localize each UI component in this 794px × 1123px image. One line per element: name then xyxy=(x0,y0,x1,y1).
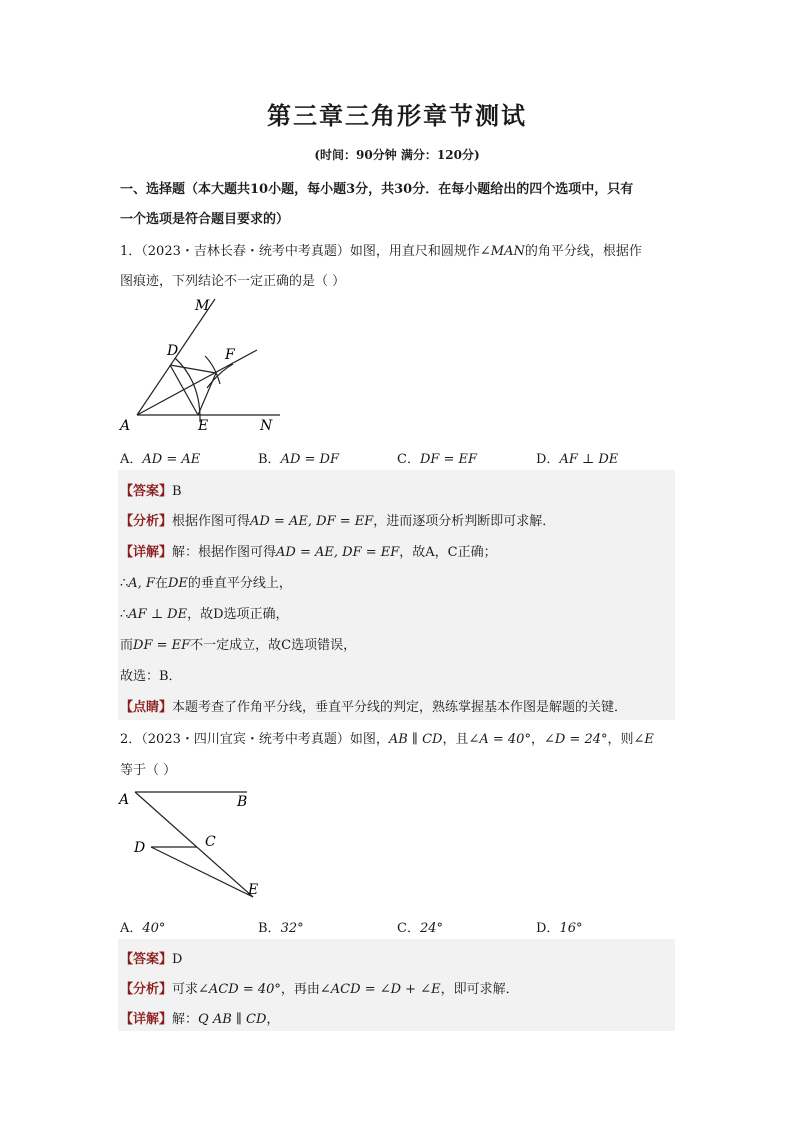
q2-option-b-math: 32° xyxy=(280,921,304,936)
q2-option-b-letter: B． xyxy=(258,921,281,936)
q2-option-a xyxy=(120,917,165,936)
q1-detail4-math: DF = EF xyxy=(133,638,191,653)
q1-analysis-tag: 【分析】 xyxy=(120,514,173,529)
q1-segment-de xyxy=(170,365,198,415)
q2-detail1-a: 解： xyxy=(172,1012,199,1027)
q1-label-m: M xyxy=(195,298,210,314)
q1-analysis xyxy=(120,510,555,529)
q2-option-c-letter: C． xyxy=(397,921,420,936)
q2-figure xyxy=(115,784,275,904)
section-heading-line1: 一、选择题（本大题共10小题，每小题3分，共30分．在每小题给出的四个选项中，只有 xyxy=(120,182,634,197)
q1-detail1-math: AD = AE, DF = EF xyxy=(276,545,400,560)
q1-detail-5: 故选：B． xyxy=(120,669,182,684)
q1-detail2-b: 在 xyxy=(154,576,168,591)
q2-option-d xyxy=(536,917,582,936)
q1-option-a-letter: A． xyxy=(120,452,143,467)
q2-option-b xyxy=(258,917,304,936)
q1-option-c-math: DF = EF xyxy=(419,452,478,467)
q1-answer xyxy=(120,480,182,499)
q2-analysis-tag: 【分析】 xyxy=(120,982,173,997)
q1-option-a xyxy=(120,448,200,467)
q2-stem-math4: ∠E xyxy=(633,732,654,747)
q1-stem-math: ∠MAN xyxy=(479,244,525,259)
q1-option-b-letter: B． xyxy=(258,452,281,467)
q2-stem-mid3: ，则 xyxy=(607,732,634,747)
q2-option-d-math: 16° xyxy=(559,921,583,936)
q1-label-d: D xyxy=(167,343,179,359)
q1-comment-text: 本题考查了作角平分线，垂直平分线的判定，熟练掌握基本作图是解题的关键． xyxy=(172,700,628,715)
q1-label-e: E xyxy=(198,418,209,434)
q2-option-d-letter: D． xyxy=(536,921,560,936)
q2-label-d: D xyxy=(134,840,146,856)
q2-analysis-c: ，即可求解． xyxy=(440,982,519,997)
q1-detail-1 xyxy=(120,541,497,560)
q1-analysis-math: AD = AE, DF = EF xyxy=(250,514,374,529)
q2-stem-mid2: ， xyxy=(530,732,544,747)
q1-label-f: F xyxy=(225,347,235,363)
q1-option-d xyxy=(536,448,618,467)
q2-stem-text-a: 2．（2023・四川宜宾・统考中考真题）如图， xyxy=(120,732,389,747)
q1-stem-line2: 图痕迹，下列结论不一定正确的是（ ） xyxy=(120,274,346,289)
q2-label-e: E xyxy=(248,882,259,898)
q2-stem-math3: ∠D = 24° xyxy=(543,732,608,747)
section-heading-line2: 一个选项是符合题目要求的） xyxy=(120,212,290,227)
q2-detail-1 xyxy=(120,1008,279,1027)
q2-answer xyxy=(120,948,182,967)
q2-detail1-b: ， xyxy=(266,1012,280,1027)
q1-label-n: N xyxy=(260,418,273,434)
q1-ray-af xyxy=(137,350,257,415)
q2-stem-math1: AB ∥ CD xyxy=(388,732,443,747)
q2-analysis-a: 可求 xyxy=(172,982,199,997)
q1-detail1-b: ，故A，C正确； xyxy=(399,545,497,560)
q1-detail2-a: ∴ xyxy=(120,576,129,591)
q2-stem-line1 xyxy=(120,728,654,747)
q1-detail3-b: ，故D选项正确， xyxy=(187,607,289,622)
q2-analysis-b: ，再由 xyxy=(280,982,320,997)
q1-option-b-math: AD = DF xyxy=(280,452,339,467)
q1-analysis-b: ，进而逐项分析判断即可求解． xyxy=(373,514,556,529)
q1-detail2-math1: A, F xyxy=(128,576,155,591)
q2-segment-ae xyxy=(135,792,253,897)
q2-stem-mid1: ，且 xyxy=(442,732,469,747)
q1-analysis-a: 根据作图可得 xyxy=(172,514,251,529)
q1-option-c-letter: C． xyxy=(397,452,420,467)
q2-label-b: B xyxy=(237,794,248,810)
q1-comment-tag: 【点睛】 xyxy=(120,700,173,715)
q2-analysis xyxy=(120,978,519,997)
q1-stem-line1 xyxy=(120,240,642,259)
q2-option-c xyxy=(397,917,443,936)
time-score-info: (时间：90分钟 满分：120分) xyxy=(314,148,480,162)
q1-stem-text-b: 的角平分线，根据作 xyxy=(524,244,642,259)
q2-detail-tag: 【详解】 xyxy=(120,1012,173,1027)
q1-detail3-a: ∴ xyxy=(120,607,129,622)
q2-option-a-letter: A． xyxy=(120,921,143,936)
q2-option-c-math: 24° xyxy=(419,921,443,936)
q1-detail4-b: 不一定成立，故C选项错误， xyxy=(190,638,357,653)
q1-detail2-math2: DE xyxy=(167,576,188,591)
q1-detail4-a: 而 xyxy=(120,638,134,653)
q2-label-c: C xyxy=(205,834,216,850)
q1-label-a: A xyxy=(120,418,131,434)
q1-figure xyxy=(115,292,295,437)
q1-detail-4 xyxy=(120,634,356,653)
q1-answer-tag: 【答案】 xyxy=(120,484,173,499)
q1-detail3-math: AF ⊥ DE xyxy=(128,607,188,622)
q2-stem-line2: 等于（ ） xyxy=(120,763,177,778)
q1-detail-tag: 【详解】 xyxy=(120,545,173,560)
q1-option-d-letter: D． xyxy=(536,452,560,467)
q2-analysis-math2: ∠ACD = ∠D + ∠E xyxy=(319,982,441,997)
q2-option-a-math: 40° xyxy=(142,921,166,936)
q1-segment-df xyxy=(170,365,216,373)
q2-label-a: A xyxy=(119,792,130,808)
q2-answer-tag: 【答案】 xyxy=(120,952,173,967)
q1-option-c xyxy=(397,448,477,467)
q1-detail1-a: 解：根据作图可得 xyxy=(172,545,277,560)
q1-option-b xyxy=(258,448,339,467)
q1-answer-box xyxy=(118,470,675,720)
q1-detail-2 xyxy=(120,572,292,591)
q1-detail2-c: 的垂直平分线上， xyxy=(187,576,292,591)
q2-stem-math2: ∠A = 40° xyxy=(468,732,531,747)
q2-detail1-math: Q AB ∥ CD xyxy=(198,1012,267,1027)
q1-detail-3 xyxy=(120,603,289,622)
q1-answer-value: B xyxy=(172,484,182,499)
q1-stem-text-a: 1．（2023・吉林长春・统考中考真题）如图，用直尺和圆规作 xyxy=(120,244,480,259)
q2-answer-value: D xyxy=(172,952,183,967)
q1-segment-ef xyxy=(198,373,216,415)
page-title: 第三章三角形章节测试 xyxy=(267,101,527,130)
q1-option-d-math: AF ⊥ DE xyxy=(559,452,619,467)
q1-comment xyxy=(120,696,627,715)
q2-segment-de xyxy=(151,847,253,897)
q1-option-a-math: AD = AE xyxy=(142,452,201,467)
q2-analysis-math1: ∠ACD = 40° xyxy=(198,982,281,997)
